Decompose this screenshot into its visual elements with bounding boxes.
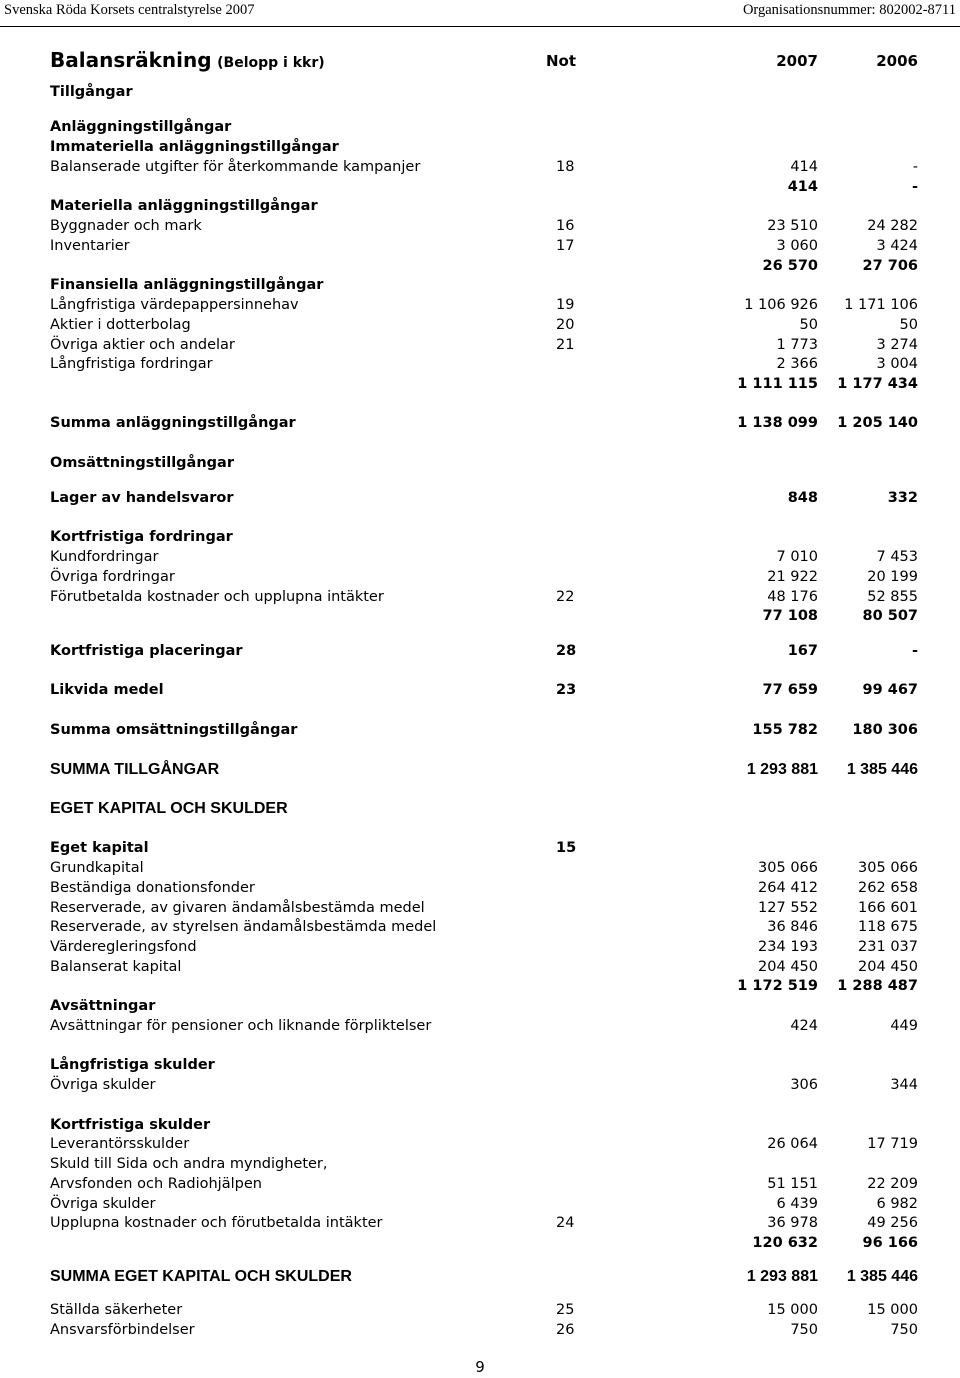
table-row <box>50 720 918 740</box>
value-2006: 3 424 <box>876 238 918 254</box>
table-row <box>50 1267 918 1287</box>
value-2007: 23 510 <box>767 218 818 234</box>
value-2007: 3 060 <box>776 238 818 254</box>
row-label: Omsättningstillgångar <box>50 455 234 471</box>
page-number: 9 <box>475 1358 485 1376</box>
note-reference: 16 <box>556 218 575 234</box>
value-2007: 1 773 <box>776 337 818 353</box>
row-label: Balanserat kapital <box>50 959 182 975</box>
value-2007: 155 782 <box>752 722 818 738</box>
note-reference: 17 <box>556 238 575 254</box>
value-2007: 51 151 <box>767 1176 818 1192</box>
value-2006: 52 855 <box>867 589 918 605</box>
table-row <box>50 1213 918 1233</box>
table-row <box>50 898 918 918</box>
row-label: SUMMA TILLGÅNGAR <box>50 761 220 778</box>
value-2007: 204 450 <box>758 959 818 975</box>
table-row <box>50 1134 918 1154</box>
table-row <box>50 117 918 137</box>
value-2006: 24 282 <box>867 218 918 234</box>
subtotal-row <box>50 1233 918 1253</box>
row-label: Tillgångar <box>50 84 133 100</box>
row-label: Aktier i dotterbolag <box>50 317 191 333</box>
row-label: Byggnader och mark <box>50 218 202 234</box>
table-row <box>50 917 918 937</box>
note-column-header: Not <box>546 52 577 70</box>
row-label: Upplupna kostnader och förutbetalda intäkter <box>50 1215 383 1231</box>
value-2007: 1 106 926 <box>744 297 818 313</box>
table-row <box>50 957 918 977</box>
table-row <box>50 641 918 661</box>
value-2006: 231 037 <box>858 939 918 955</box>
value-2006: 6 982 <box>876 1196 918 1212</box>
table-row <box>50 315 918 335</box>
row-label: Kundfordringar <box>50 549 159 565</box>
row-label: Grundkapital <box>50 860 144 876</box>
value-2006: 262 658 <box>858 880 918 896</box>
value-2007: 750 <box>790 1322 818 1338</box>
table-row <box>50 275 918 295</box>
row-label: Övriga skulder <box>50 1077 156 1093</box>
table-row <box>50 567 918 587</box>
row-label: Likvida medel <box>50 682 164 698</box>
row-label: Reserverade, av styrelsen ändamålsbestämda medel <box>50 919 437 935</box>
table-row <box>50 196 918 216</box>
row-label: Lager av handelsvaror <box>50 490 234 506</box>
row-label: Reserverade, av givaren ändamålsbestämda medel <box>50 900 425 916</box>
note-reference: 15 <box>556 840 577 856</box>
table-row <box>50 858 918 878</box>
table-row <box>50 1055 918 1075</box>
value-2006: 50 <box>899 317 918 333</box>
row-label: Kortfristiga skulder <box>50 1117 211 1133</box>
note-reference: 28 <box>556 643 577 659</box>
row-label: Leverantörsskulder <box>50 1136 190 1152</box>
value-2006: 3 274 <box>876 337 918 353</box>
value-2007: 26 570 <box>762 258 818 274</box>
value-2007: 264 412 <box>758 880 818 896</box>
row-label: Övriga aktier och andelar <box>50 337 235 353</box>
year-2007-header: 2007 <box>776 52 818 70</box>
value-2007: 26 064 <box>767 1136 818 1152</box>
table-row <box>50 1016 918 1036</box>
table-row <box>50 1075 918 1095</box>
table-row <box>50 1115 918 1135</box>
table-row <box>50 488 918 508</box>
value-2006: 449 <box>890 1018 918 1034</box>
row-label: Avsättningar för pensioner och liknande förpliktelser <box>50 1018 432 1034</box>
row-label: Kortfristiga fordringar <box>50 529 233 545</box>
row-label: Förutbetalda kostnader och upplupna intäkter <box>50 589 384 605</box>
value-2006: 344 <box>890 1077 918 1093</box>
value-2007: 7 010 <box>776 549 818 565</box>
table-row <box>50 937 918 957</box>
table-row <box>50 1320 918 1340</box>
value-2006: 332 <box>887 490 918 506</box>
value-2007: 306 <box>790 1077 818 1093</box>
row-label: Ansvarsförbindelser <box>50 1322 195 1338</box>
value-2007: 21 922 <box>767 569 818 585</box>
table-row <box>50 1194 918 1214</box>
row-label: Finansiella anläggningstillgångar <box>50 277 324 293</box>
statement-unit: (Belopp i kkr) <box>217 55 325 71</box>
row-label: Värderegleringsfond <box>50 939 197 955</box>
value-2007: 1 172 519 <box>737 978 818 994</box>
value-2007: 36 846 <box>767 919 818 935</box>
value-2007: 848 <box>787 490 818 506</box>
subtotal-row <box>50 256 918 276</box>
table-row <box>50 547 918 567</box>
table-row <box>50 157 918 177</box>
value-2006: 3 004 <box>876 356 918 372</box>
row-label: Balanserade utgifter för återkommande kampanjer <box>50 159 421 175</box>
table-row <box>50 760 918 780</box>
note-reference: 25 <box>556 1302 575 1318</box>
subtotal-row <box>50 976 918 996</box>
row-label: Inventarier <box>50 238 130 254</box>
table-row <box>50 878 918 898</box>
value-2006: 80 507 <box>862 608 918 624</box>
table-row <box>50 996 918 1016</box>
year-2006-header: 2006 <box>876 52 918 70</box>
value-2006: 7 453 <box>876 549 918 565</box>
value-2006: 27 706 <box>862 258 918 274</box>
value-2007: 15 000 <box>767 1302 818 1318</box>
table-row <box>50 680 918 700</box>
value-2006: 20 199 <box>867 569 918 585</box>
row-label: Avsättningar <box>50 998 156 1014</box>
value-2006: 96 166 <box>862 1235 918 1251</box>
row-label: Eget kapital <box>50 840 149 856</box>
row-label: Materiella anläggningstillgångar <box>50 198 318 214</box>
value-2006: 750 <box>890 1322 918 1338</box>
value-2007: 414 <box>790 159 818 175</box>
table-row <box>50 413 918 433</box>
statement-title: Balansräkning <box>50 48 212 72</box>
value-2007: 305 066 <box>758 860 818 876</box>
note-reference: 18 <box>556 159 575 175</box>
row-label: EGET KAPITAL OCH SKULDER <box>50 800 288 817</box>
table-row <box>50 137 918 157</box>
note-reference: 21 <box>556 337 575 353</box>
table-row <box>50 82 918 102</box>
value-2006: - <box>911 179 918 195</box>
table-row <box>50 236 918 256</box>
note-reference: 26 <box>556 1322 575 1338</box>
value-2007: 1 138 099 <box>737 415 818 431</box>
organization-name: Svenska Röda Korsets centralstyrelse 2007 <box>4 2 255 18</box>
table-row <box>50 453 918 473</box>
value-2006: 1 171 106 <box>844 297 918 313</box>
value-2006: 15 000 <box>867 1302 918 1318</box>
table-row <box>50 527 918 547</box>
value-2006: 1 205 140 <box>837 415 918 431</box>
row-label: Skuld till Sida och andra myndigheter, <box>50 1156 328 1172</box>
value-2007: 167 <box>787 643 818 659</box>
subtotal-row <box>50 374 918 394</box>
value-2006: 17 719 <box>867 1136 918 1152</box>
value-2007: 36 978 <box>767 1215 818 1231</box>
value-2006: 1 288 487 <box>837 978 918 994</box>
value-2006: 118 675 <box>858 919 918 935</box>
table-row <box>50 354 918 374</box>
table-row <box>50 216 918 236</box>
value-2007: 424 <box>790 1018 818 1034</box>
value-2007: 234 193 <box>758 939 818 955</box>
note-reference: 20 <box>556 317 575 333</box>
value-2006: 180 306 <box>852 722 918 738</box>
table-row <box>50 838 918 858</box>
value-2007: 1 293 881 <box>746 761 818 778</box>
table-row <box>50 1300 918 1320</box>
value-2006: 99 467 <box>862 682 918 698</box>
value-2006: 49 256 <box>867 1215 918 1231</box>
table-row <box>50 587 918 607</box>
value-2007: 77 108 <box>762 608 818 624</box>
row-label: Immateriella anläggningstillgångar <box>50 139 339 155</box>
value-2006: 22 209 <box>867 1176 918 1192</box>
subtotal-row <box>50 177 918 197</box>
row-label: Anläggningstillgångar <box>50 119 232 135</box>
value-2007: 50 <box>799 317 818 333</box>
value-2007: 414 <box>787 179 818 195</box>
table-row <box>50 335 918 355</box>
value-2007: 6 439 <box>776 1196 818 1212</box>
value-2007: 127 552 <box>758 900 818 916</box>
row-label: Långfristiga fordringar <box>50 356 213 372</box>
value-2006: 204 450 <box>858 959 918 975</box>
note-reference: 24 <box>556 1215 575 1231</box>
note-reference: 23 <box>556 682 577 698</box>
organization-number: Organisationsnummer: 802002-8711 <box>742 2 956 18</box>
row-label: Arvsfonden och Radiohjälpen <box>50 1176 262 1192</box>
value-2007: 2 366 <box>776 356 818 372</box>
value-2006: 1 385 446 <box>846 761 918 778</box>
row-label: Kortfristiga placeringar <box>50 643 243 659</box>
value-2007: 1 293 881 <box>746 1268 818 1285</box>
note-reference: 22 <box>556 589 575 605</box>
value-2006: 166 601 <box>858 900 918 916</box>
value-2006: - <box>912 159 918 175</box>
row-label: Långfristiga värdepappersinnehav <box>50 297 299 313</box>
table-row <box>50 295 918 315</box>
subtotal-row <box>50 606 918 626</box>
table-row <box>50 1154 918 1174</box>
row-label: SUMMA EGET KAPITAL OCH SKULDER <box>50 1268 352 1285</box>
value-2007: 48 176 <box>767 589 818 605</box>
row-label: Summa omsättningstillgångar <box>50 722 298 738</box>
row-label: Beständiga donationsfonder <box>50 880 255 896</box>
row-label: Övriga skulder <box>50 1196 156 1212</box>
row-label: Ställda säkerheter <box>50 1302 183 1318</box>
row-label: Summa anläggningstillgångar <box>50 415 296 431</box>
row-label: Övriga fordringar <box>50 569 175 585</box>
table-row <box>50 799 918 819</box>
note-reference: 19 <box>556 297 575 313</box>
value-2007: 1 111 115 <box>737 376 818 392</box>
value-2006: 1 177 434 <box>837 376 918 392</box>
value-2007: 120 632 <box>752 1235 818 1251</box>
value-2007: 77 659 <box>762 682 818 698</box>
value-2006: 305 066 <box>858 860 918 876</box>
row-label: Långfristiga skulder <box>50 1057 215 1073</box>
value-2006: 1 385 446 <box>846 1268 918 1285</box>
table-row <box>50 1174 918 1194</box>
value-2006: - <box>911 643 918 659</box>
